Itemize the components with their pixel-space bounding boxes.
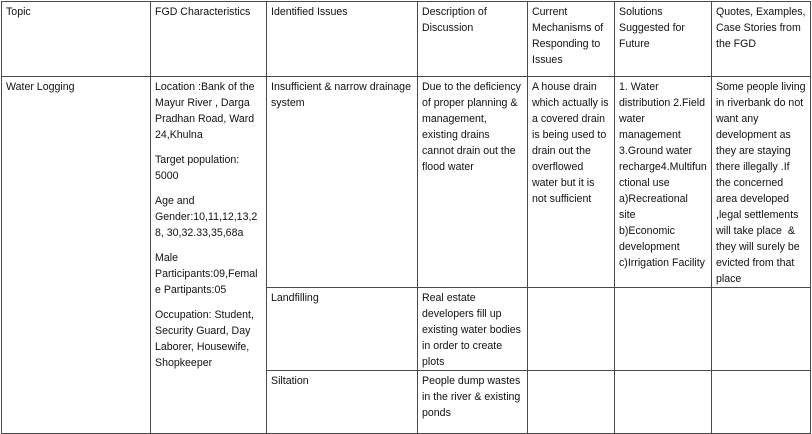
header-description: Description of Discussion [418,2,528,77]
quotes-cell-empty [712,371,811,434]
header-row [2,2,811,77]
table-row [2,77,811,288]
issue-cell: Landfilling [267,288,418,371]
solutions-list-text: 1. Water distribution 2.Field water management 3.Ground water recharge4.Multifunctional use [619,81,707,189]
solution-c-text: c)Irrigation Facility [619,257,705,269]
quotes-cell: Some people living in riverbank do not want any development as they are staying there illegally .If the concerned area developed ,legal settlements will take place & they will surely be evicted from that place [712,77,811,288]
mechanism-cell [528,371,615,434]
occupation-text: Occupation: Student, Security Guard, Day Laborer, Housewife, Shopkeeper [155,309,254,369]
location-text: Location :Bank of the Mayur River , Darga Pradhan Road, Ward 24,Khulna [155,81,255,141]
target-population-text: Target population: 5000 [155,154,240,182]
mechanism-cell [528,288,615,371]
header-topic: Topic [2,2,151,77]
solution-b-text: b)Economic development [619,225,680,253]
fgd-table [1,1,811,434]
description-cell: Real estate developers fill up existing water bodies in order to create plots [418,288,528,371]
issue-cell: Insufficient & narrow drainage system [267,77,418,288]
participants-text: Male Participants:09,Female Partipants:05 [155,252,258,296]
solution-a-text: a)Recreational site [619,193,688,221]
description-cell: People dump wastes in the river & existing ponds [418,371,528,434]
description-cell: Due to the deficiency of proper planning & management, existing drains cannot drain out the flood water [418,77,528,288]
header-characteristics: FGD Characteristics [151,2,267,77]
header-solutions: Solutions Suggested for Future [615,2,712,77]
solutions-cell-empty [615,371,712,434]
issue-cell: Siltation [267,371,418,434]
characteristics-cell [151,77,267,434]
solutions-cell-empty [615,288,712,371]
age-gender-text: Age and Gender:10,11,12,13,28, 30,32.33,35,68a [155,195,258,239]
header-issues: Identified Issues [267,2,418,77]
quotes-cell-empty [712,288,811,371]
header-mechanisms: Current Mechanisms of Responding to Issues [528,2,615,77]
mechanism-cell: A house drain which actually is a covered drain is being used to drain out the overflowed water but it is not sufficient [528,77,615,288]
solutions-cell [615,77,712,288]
header-quotes: Quotes, Examples, Case Stories from the FGD [712,2,811,77]
topic-cell: Water Logging [2,77,151,434]
